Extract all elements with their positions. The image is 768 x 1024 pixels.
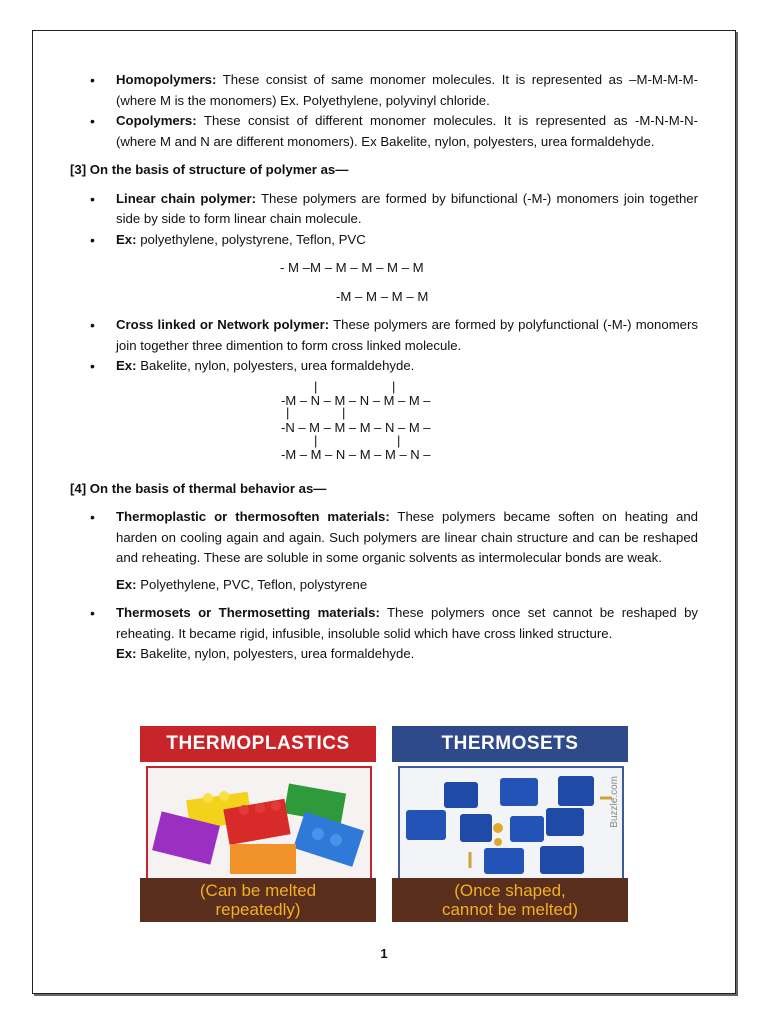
structure-list [70,189,698,251]
bond: | [392,378,396,394]
list-item [70,70,698,111]
caption-line: (Can be melted [199,881,317,900]
definition: These consist of different monomer molecules. It is represented as -M-N-M-N- (where M and N are different monomers). Ex Bakelite, nylon, polyesters, urea formaldehyde. [116,113,698,149]
list-item [70,189,698,230]
definition: Bakelite, nylon, polyesters, urea formaldehyde. [136,358,415,373]
section-heading: [3] On the basis of structure of polymer as— [70,162,349,177]
definition: These polymers became soften on heating and harden on cooling again and again. Such polymers are linear chain structure and can be reshaped and reheating. These are soluble in some organic solvents as intermolecular bonds are weak. [116,509,698,565]
caption-line: cannot be melted) [441,900,579,919]
definition: These polymers are formed by polyfunctional (-M-) monomers join together three dimention to form cross linked molecule. [116,317,698,353]
term: Thermoplastic or thermosoften materials: [116,509,390,524]
definition: These consist of same monomer molecules. It is represented as –M-M-M-M- (where M is the monomers) Ex. Polyethylene, polyvinyl chloride. [116,72,698,108]
thermo-figure [140,726,630,922]
term: Ex: [116,576,137,592]
thermosets-caption [392,878,628,922]
bond: | [314,378,318,394]
caption-line: repeatedly) [215,900,301,919]
example-line [70,644,698,665]
connectors-icon [400,768,622,880]
network-row-1: -M – N – M – N – M – M – [281,392,431,408]
caption-line: (Once shaped, [454,881,566,900]
term: Cross linked or Network polymer: [116,317,330,332]
thermoplastics-panel [140,726,376,922]
term: Homopolymers: [116,72,217,87]
bond: | [397,432,401,448]
bond: | [342,404,346,420]
bond: | [314,432,318,448]
term: Ex: [116,358,137,373]
linear-formula-1: - M –M – M – M – M – M [280,260,424,275]
bond: | [286,404,290,420]
term: Ex: [116,646,137,661]
list-item [70,507,698,569]
network-row-3: -M – M – N – M – M – N – [281,446,431,462]
thermal-list-2 [70,603,698,644]
thermosets-panel [392,726,628,922]
term: Ex: [116,231,137,247]
definition: polyethylene, polystyrene, Teflon, PVC [136,231,366,247]
section-heading: [4] On the basis of thermal behavior as— [70,480,327,496]
list-item [70,111,698,152]
list-item [70,603,698,644]
thermal-list [70,507,698,569]
thermoplastics-title: THERMOPLASTICS [140,726,376,762]
network-structure [70,378,698,462]
thermoplastics-caption [140,878,376,922]
term: Copolymers: [116,113,197,128]
term: Thermosets or Thermosetting materials: [116,605,380,620]
list-item [70,315,698,356]
list-item [70,230,698,251]
thermosets-title: THERMOSETS [392,726,628,762]
polymer-type-list [70,70,698,152]
lego-bricks-image [146,766,372,882]
lego-bricks-icon [148,768,370,880]
definition: These polymers once set cannot be reshaped by reheating. It became rigid, infusible, insoluble solid which have cross linked structure. [116,605,698,641]
list-item [70,356,698,377]
network-row-2: -N – M – M – M – N – M – [281,419,431,435]
example-line [70,575,698,596]
connectors-image [398,766,624,882]
linear-formula-2: -M – M – M – M [336,288,429,304]
watermark: Buzzle.com [609,776,620,828]
definition: Bakelite, nylon, polyesters, urea formaldehyde. [136,646,415,661]
term: Linear chain polymer: [116,190,257,206]
definition: These polymers are formed by bifunctional (-M-) monomers join together side by side to form linear chain molecule. [116,190,699,226]
cross-list [70,315,698,377]
definition: Polyethylene, PVC, Teflon, polystyrene [136,576,368,592]
page-number: 1 [380,946,388,961]
document-body [70,70,698,665]
